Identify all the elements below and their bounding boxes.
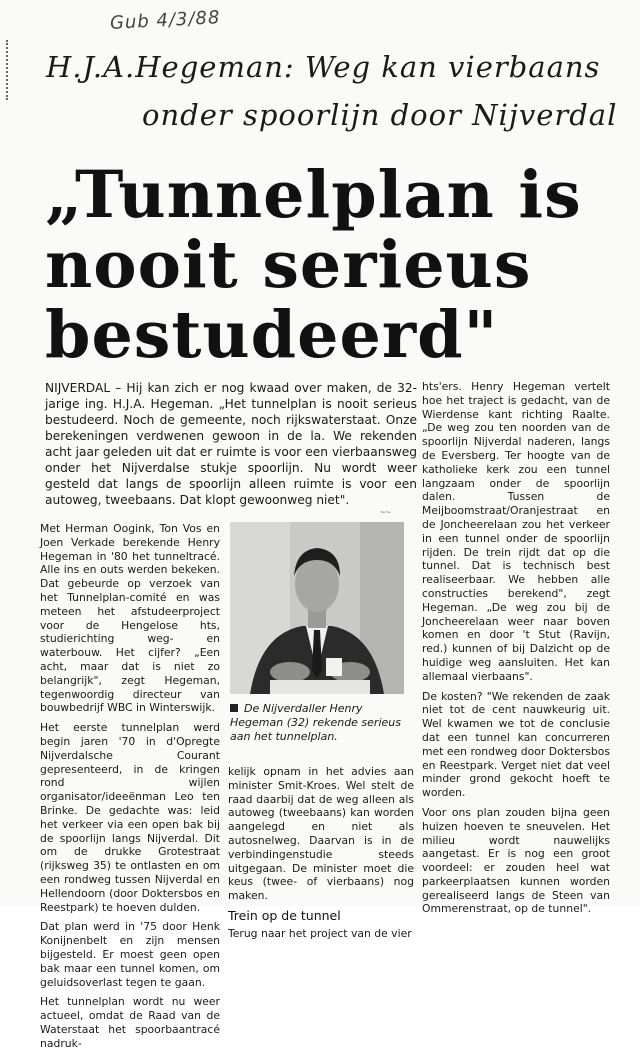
column-1-paragraph: Dat plan werd in '75 door Henk Konijnenbelt en zijn mensen bijgesteld. Er moest geen open bak maar een tunnel komen, om geluidsoverlast tegen te gaan. [40, 920, 220, 989]
column-1-paragraph: Met Herman Oogink, Ton Vos en Joen Verkade berekende Henry Hegeman in '80 het tunneltracé. Alle ins en outs werden bekeken. Dat gebeurde op verzoek van het Tunnelplan-comité en was meteen het afstudeerproject voor de Hengelose hts, studierichting weg- en waterbouw. Het cijfer? „Een acht, maar dat is niet zo belangrijk", zegt Hegeman, tegenwoordig directeur van bouwbedrijf WBC in Winterswijk. [40, 522, 220, 715]
column-3-paragraph: hts'ers. Henry Hegeman vertelt hoe het traject is gedacht, van de Wierdense kant richting Raalte. „De weg zou ten noorden van de spoorlijn Nijverdal naderen, langs de Eversberg. Ter hoogte van de katholieke kerk zou een tunnel langzaam onder de spoorlijn dalen. Tussen de Meijboomstraat/Oranjestraat en de Joncheerelaan zou het verkeer in een tunnel onder de spoorlijn rijden. De trein rijdt dat op die tunnel. Dat is technisch best realiseerbaar. We hebben alle constructies berekend", zegt Hegeman. „De weg zou bij de Joncheerelaan weer naar boven komen en door 't Stut (Ravijn, red.) kunnen of bij Dalzicht op de huidige weg aansluiten. Het kan allemaal vierbaans". [422, 380, 610, 683]
kicker-line-2: onder spoorlijn door Nijverdal [142, 98, 618, 132]
scan-edge-mark [6, 40, 16, 100]
column-2 [228, 765, 414, 947]
handwritten-date-note: Gub 4/3/88 [109, 7, 221, 34]
portrait-photo [230, 522, 404, 694]
column-1-paragraph: Het eerste tunnelplan werd begin jaren '70 in d'Opregte Nijverdalsche Courant gepresenteerd, in de kringen rond wijlen organisator/ideeënman Leo ten Brinke. De gedachte was: leid het verkeer via een open bak bij de spoorlijn langs Nijverdal. Dit om de drukke Grotestraat (rijksweg 35) te ontlasten en om een rondweg tussen Nijverdal en Hellendoorn (door Doktersbos en Reestpark) te hoeven dulden. [40, 721, 220, 914]
caption-text: De Nijverdaller Henry Hegeman (32) rekende serieus aan het tunnelplan. [230, 702, 401, 743]
caption-bullet-icon [230, 704, 238, 712]
headline [45, 157, 635, 373]
column-3-paragraph: Voor ons plan zouden bijna geen huizen hoeven te sneuvelen. Het milieu wordt nauwelijks aangetast. Er is nog een groot voordeel: er zouden heel wat parkeerplaatsen kunnen worden gerealiseerd langs de Steen van Ommerenstraat, op de tunnel". [422, 805, 610, 916]
scan-artifact-mark: ~~ [380, 508, 391, 518]
column-2-paragraph: Terug naar het project van de vier [228, 926, 412, 940]
photo-illustration [230, 522, 404, 694]
kicker-line-1: H.J.A.Hegeman: Weg kan vierbaans [46, 50, 601, 84]
column-3 [422, 380, 610, 922]
column-1-paragraph: Het tunnelplan wordt nu weer actueel, omdat de Raad van de Waterstaat het spoorbaantracé nadruk- [40, 995, 220, 1050]
headline-line-1: „Tunnelplan is [45, 157, 582, 233]
intro-paragraph: NIJVERDAL – Hij kan zich er nog kwaad over maken, de 32-jarige ing. H.J.A. Hegeman. „Het tunnelplan is nooit serieus bestudeerd. Noch de gemeente, noch rijkswaterstaat. Onze berekeningen verdwenen gewoon in de la. We rekenden acht jaar geleden uit dat er ruimte is voor een vierbaansweg onder het Nijverdalse stukje spoorlijn. Nu wordt weer gesteld dat langs de spoorlijn alleen ruimte is voor een autoweg, tweebaans. Dat klopt gewoonweg niet". [45, 381, 417, 507]
column-3-paragraph: De kosten? "We rekenden de zaak niet tot de cent nauwkeurig uit. Wel kwamen we tot de conclusie dat een tunnel kan concurreren met een rondweg door Doktersbos en Reestpark. Verget niet dat veel minder grond gekocht hoeft te worden. [422, 689, 610, 800]
photo-caption [230, 702, 410, 744]
headline-line-3: bestudeerd" [45, 297, 499, 373]
column-2-paragraph: kelijk opnam in het advies aan minister Smit-Kroes. Wel stelt de raad daarbij dat de weg alleen als autoweg (tweebaans) kan worden aangelegd en niet als autosnelweg. Daarvan is in de verbindingenstudie steeds uitgegaan. De minister moet die keus (twee- of vierbaans) nog maken. [228, 765, 414, 903]
column-1 [40, 522, 220, 1056]
subheading: Trein op de tunnel [228, 907, 341, 923]
headline-line-2: nooit serieus [45, 227, 532, 303]
